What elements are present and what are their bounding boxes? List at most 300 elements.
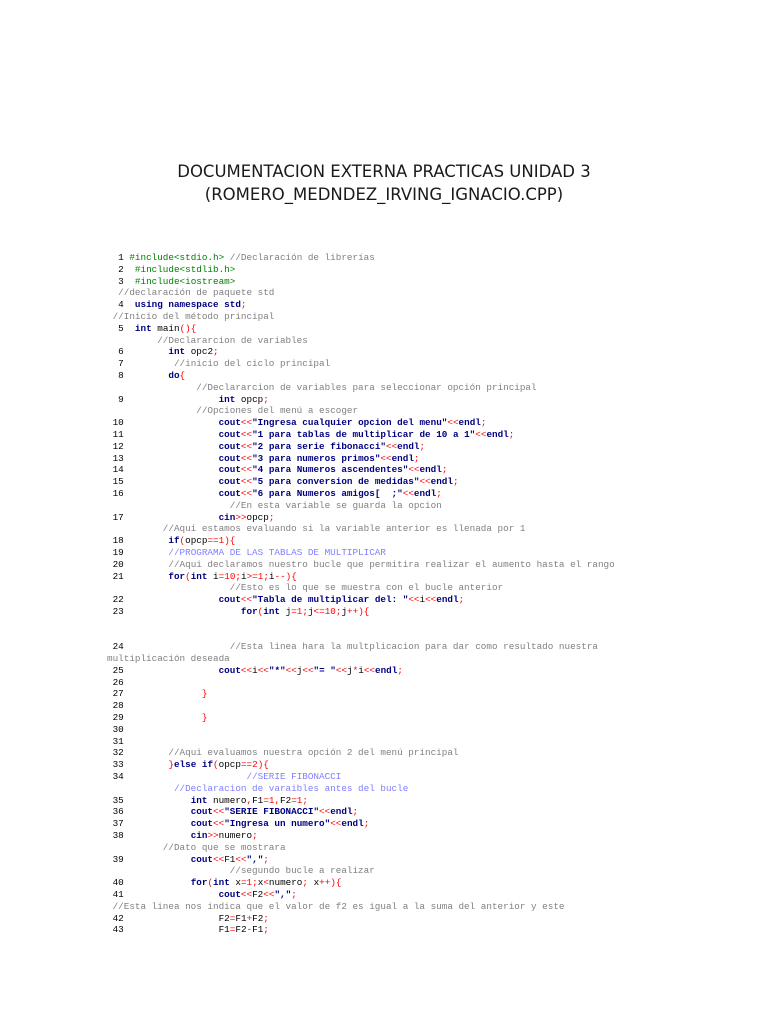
code-line <box>107 913 757 925</box>
code-token: //Declaración de librerías <box>224 252 375 263</box>
code-token: << <box>240 440 253 452</box>
code-token: ( <box>179 535 186 547</box>
code-token: << <box>386 440 398 452</box>
code-token: 35 <box>107 794 191 806</box>
code-line <box>107 559 757 571</box>
code-token: multiplicación deseada <box>107 653 230 665</box>
code-token: //Aqui declaramos nuestro bucle que permitira realizar el aumento hasta el rango <box>168 558 615 570</box>
code-token: F2 <box>235 924 247 936</box>
code-token: F2 <box>280 794 292 806</box>
code-token: 14 <box>107 464 219 476</box>
code-token: ; <box>480 417 487 429</box>
code-token: F1 <box>235 912 247 924</box>
code-line <box>107 582 757 594</box>
code-token: int <box>190 570 214 582</box>
code-token: cout <box>218 464 241 476</box>
code-token: ; <box>291 889 297 901</box>
code-token: <= <box>313 605 325 617</box>
code-token: endl <box>430 476 453 488</box>
code-token: 23 <box>107 605 241 617</box>
code-token: ; <box>441 464 448 476</box>
code-token: i <box>268 570 275 582</box>
code-token: cout <box>190 853 214 865</box>
code-token: cout <box>218 664 241 676</box>
code-token: cout <box>218 889 241 901</box>
code-token: cout <box>218 428 241 440</box>
code-token: 17 <box>107 511 219 523</box>
code-token: i <box>252 664 258 676</box>
code-token: << <box>475 428 487 440</box>
code-token: ++){ <box>347 605 370 617</box>
code-line <box>107 441 757 453</box>
code-token: int <box>134 322 158 334</box>
code-line <box>107 618 757 630</box>
code-token: numero <box>268 877 303 889</box>
code-token: 2){ <box>252 759 269 771</box>
code-token: 12 <box>107 440 219 452</box>
code-token: endl <box>397 440 420 452</box>
code-line <box>107 500 757 512</box>
code-token: //En esta variable se guarda la opcion <box>107 499 442 511</box>
code-token: //declaración de paquete std <box>107 287 275 299</box>
code-token: << <box>319 806 331 818</box>
code-token: >> <box>235 511 247 523</box>
code-token: 6 <box>107 346 169 358</box>
code-token: , <box>246 794 253 806</box>
code-token: 18 <box>107 535 169 547</box>
code-token: << <box>240 428 253 440</box>
code-token: 1, <box>268 794 281 806</box>
code-token: "*" <box>268 664 286 676</box>
code-token: 3 <box>107 275 135 287</box>
code-token: //Dato que se mostrara <box>107 841 286 853</box>
code-token: = <box>263 794 269 806</box>
code-token: //Opciones del menú a escoger <box>107 405 359 417</box>
code-line <box>107 806 757 818</box>
code-token: 40 <box>107 877 191 889</box>
code-token: 5 <box>107 322 135 334</box>
code-token: ( <box>257 605 264 617</box>
code-token: 34 <box>107 771 247 783</box>
code-token: 13 <box>107 452 219 464</box>
code-token: endl <box>436 594 459 606</box>
code-line <box>107 429 757 441</box>
code-token: = <box>291 605 297 617</box>
code-line <box>107 382 757 394</box>
code-line <box>107 370 757 382</box>
code-token: 4 <box>107 299 135 311</box>
code-line <box>107 276 757 288</box>
code-token: 9 <box>107 393 219 405</box>
code-token: cout <box>218 487 241 499</box>
code-token: << <box>380 452 392 464</box>
code-token: << <box>213 806 225 818</box>
code-token: >= <box>246 570 258 582</box>
code-line <box>107 736 757 748</box>
code-token: << <box>402 487 414 499</box>
code-token: for <box>240 605 258 617</box>
code-token: //SERIE FIBONACCI <box>246 771 342 783</box>
code-token: * <box>352 664 359 676</box>
code-token: "," <box>246 853 264 865</box>
code-token: 1){ <box>218 535 236 547</box>
code-token: #include<iostream> <box>134 275 236 287</box>
code-line <box>107 700 757 712</box>
code-token: ; <box>263 393 269 405</box>
code-token: 22 <box>107 594 219 606</box>
code-line <box>107 252 757 264</box>
code-token: == <box>240 759 253 771</box>
code-token: numero <box>218 830 253 842</box>
code-token: "6 para Numeros amigos[ ;" <box>252 487 403 499</box>
code-token: 10 <box>107 417 219 429</box>
code-token: ; <box>419 440 426 452</box>
code-token: F2 <box>252 912 264 924</box>
code-token: cin <box>218 511 236 523</box>
code-token: "Ingresa cualquier opcion del menu" <box>252 417 448 429</box>
code-token: << <box>335 664 348 676</box>
code-token: F2 <box>218 912 230 924</box>
code-token: (){ <box>179 322 197 334</box>
code-token: 36 <box>107 806 191 818</box>
code-token: opcp <box>246 511 269 523</box>
code-line <box>107 865 757 877</box>
code-token: j <box>347 664 353 676</box>
code-line <box>107 335 757 347</box>
code-token: F1 <box>252 924 264 936</box>
code-token: j <box>285 605 292 617</box>
code-line <box>107 641 757 653</box>
code-token: cout <box>190 818 214 830</box>
code-token: << <box>213 853 225 865</box>
code-token: << <box>408 594 420 606</box>
code-token: opcp <box>240 393 264 405</box>
code-token: "3 para numeros primos" <box>252 452 381 464</box>
code-line <box>107 323 757 335</box>
code-token: 19 <box>107 546 169 558</box>
code-token: ( <box>207 877 214 889</box>
code-token: opc2 <box>190 346 214 358</box>
code-token: opcp <box>218 759 241 771</box>
code-line <box>107 453 757 465</box>
code-token: 30 <box>107 723 124 735</box>
code-token: for <box>168 570 186 582</box>
code-token: //segundo bucle a realizar <box>107 865 375 877</box>
code-line <box>107 476 757 488</box>
code-token: cout <box>218 417 241 429</box>
code-token: << <box>240 487 253 499</box>
code-line <box>107 771 757 783</box>
code-token: using namespace <box>134 299 225 311</box>
code-token: "Ingresa un numero" <box>224 818 331 830</box>
code-token: //Esta linea hara la multplicacion para dar como resultado nuestra <box>229 641 598 653</box>
code-token: j <box>341 605 348 617</box>
code-token: ; <box>436 487 442 499</box>
code-token: int <box>213 877 236 889</box>
code-line <box>107 287 757 299</box>
code-token: numero <box>213 794 247 806</box>
code-token: "2 para serie fibonacci" <box>252 440 386 452</box>
code-token: ; <box>352 806 359 818</box>
code-token: ++){ <box>319 877 342 889</box>
code-token: cout <box>218 452 241 464</box>
code-token: ; <box>268 511 275 523</box>
code-token: 20 <box>107 558 169 570</box>
code-token: 24 <box>107 641 230 653</box>
code-token: 1 <box>107 252 130 263</box>
code-token: 10; <box>324 605 342 617</box>
code-token: "," <box>274 889 292 901</box>
code-token: 15 <box>107 476 219 488</box>
code-token: 27 <box>107 688 202 700</box>
code-token: } <box>168 759 174 771</box>
code-line <box>107 877 757 889</box>
code-token: //inicio del ciclo principal <box>168 358 331 370</box>
code-token: ; <box>397 664 403 676</box>
code-line <box>107 924 757 936</box>
code-line <box>107 747 757 759</box>
code-token: << <box>240 417 253 429</box>
code-token: ; <box>458 594 465 606</box>
code-line <box>107 724 757 736</box>
code-token: < <box>263 877 269 889</box>
code-token: << <box>240 889 253 901</box>
code-token: i <box>240 570 247 582</box>
code-token: == <box>207 535 219 547</box>
code-token: cin <box>190 830 208 842</box>
code-token: 38 <box>107 830 191 842</box>
code-token: ; <box>413 452 420 464</box>
code-token: << <box>240 464 253 476</box>
document-title-line-2: (ROMERO_MEDNDEZ_IRVING_IGNACIO.CPP) <box>204 185 564 204</box>
code-line <box>107 571 757 583</box>
code-token: 39 <box>107 853 191 865</box>
code-token: 2 <box>107 263 135 275</box>
code-token: F1 <box>218 924 230 936</box>
code-token: 41 <box>107 889 219 901</box>
code-token: 32 <box>107 747 169 759</box>
code-token: ; <box>263 853 269 865</box>
code-token: 25 <box>107 664 219 676</box>
code-token: cout <box>218 594 241 606</box>
code-token: ; <box>452 476 459 488</box>
code-line <box>107 712 757 724</box>
code-line <box>107 358 757 370</box>
code-token: --){ <box>274 570 297 582</box>
code-token: //Declaracion de varaibles antes del bucle <box>107 782 409 794</box>
code-token: = <box>291 794 297 806</box>
code-token: 33 <box>107 759 169 771</box>
code-token: "Tabla de multiplicar del: " <box>252 594 409 606</box>
code-token: //Declararcion de variables para seleccionar opción principal <box>107 381 537 393</box>
code-line <box>107 346 757 358</box>
code-token: //Inicio del método principal <box>107 310 275 322</box>
code-line <box>107 264 757 276</box>
code-token: #include<stdio.h> <box>129 252 225 263</box>
code-token: 42 <box>107 912 219 924</box>
code-token: 8 <box>107 369 169 381</box>
code-line <box>107 901 757 913</box>
code-token: 1; <box>296 605 308 617</box>
code-token: j <box>296 664 303 676</box>
code-token: - <box>246 924 253 936</box>
code-token: >> <box>207 830 219 842</box>
code-line <box>107 394 757 406</box>
code-token: else if <box>173 759 214 771</box>
code-token: //Declararcion de variables <box>107 334 308 346</box>
code-token: x <box>235 877 241 889</box>
code-line <box>107 606 757 618</box>
code-token: ; <box>508 428 515 440</box>
code-token: ; <box>213 346 219 358</box>
code-token: << <box>419 476 431 488</box>
code-token: ; <box>302 877 314 889</box>
code-token: j <box>307 605 314 617</box>
code-line <box>107 488 757 500</box>
code-token: std <box>224 299 241 311</box>
code-line <box>107 830 757 842</box>
code-line <box>107 818 757 830</box>
code-line <box>107 594 757 606</box>
code-token: 1; <box>257 570 269 582</box>
code-line <box>107 795 757 807</box>
code-token: endl <box>391 452 414 464</box>
code-line <box>107 842 757 854</box>
code-line <box>107 299 757 311</box>
code-token: do <box>168 369 180 381</box>
code-token: //PROGRAMA DE LAS TABLAS DE MULTIPLICAR <box>168 546 386 558</box>
code-token: ; <box>252 830 258 842</box>
code-line <box>107 523 757 535</box>
code-token: F1 <box>252 794 264 806</box>
code-token: F1 <box>224 853 236 865</box>
code-token: i <box>419 594 426 606</box>
code-token: main <box>157 322 180 334</box>
code-token: 1; <box>246 877 258 889</box>
code-token: = <box>240 877 247 889</box>
code-token: = <box>229 924 236 936</box>
code-token: ; <box>263 924 269 936</box>
code-line <box>107 677 757 689</box>
code-token: "SERIE FIBONACCI" <box>224 806 320 818</box>
code-token: //Aqui estamos evaluando si la variable anterior es llenada por 1 <box>107 523 526 535</box>
code-token: "5 para conversion de medidas" <box>252 476 420 488</box>
code-token: 11 <box>107 428 219 440</box>
code-token: ; <box>263 912 269 924</box>
code-line <box>107 464 757 476</box>
code-token: 29 <box>107 712 202 724</box>
code-listing <box>107 252 757 936</box>
code-line <box>107 512 757 524</box>
code-line <box>107 547 757 559</box>
code-line <box>107 854 757 866</box>
code-token: << <box>240 664 253 676</box>
code-token: << <box>408 464 420 476</box>
code-token: //Aqui evaluamos nuestra opción 2 del menú principal <box>168 747 459 759</box>
code-token: << <box>240 452 253 464</box>
code-token: i <box>358 664 364 676</box>
code-token: endl <box>413 487 437 499</box>
code-token: //Esto es lo que se muestra con el bucle anterior <box>107 582 504 594</box>
code-token: opcp <box>185 535 208 547</box>
code-token: = <box>218 570 225 582</box>
code-token: int <box>263 605 286 617</box>
code-token: << <box>285 664 297 676</box>
code-token: ( <box>185 570 191 582</box>
code-token: 10; <box>224 570 241 582</box>
code-token: 21 <box>107 570 169 582</box>
code-line <box>107 759 757 771</box>
code-token: "4 para Numeros ascendentes" <box>252 464 409 476</box>
code-token: ; <box>240 299 247 311</box>
code-token: = <box>229 912 236 924</box>
code-token: for <box>190 877 208 889</box>
code-line <box>107 889 757 901</box>
code-line <box>107 688 757 700</box>
code-token: i <box>213 570 219 582</box>
code-line <box>107 417 757 429</box>
code-token: endl <box>375 664 398 676</box>
code-token: x <box>257 877 264 889</box>
code-token: << <box>363 664 375 676</box>
code-token: cout <box>218 440 241 452</box>
code-token: 7 <box>107 358 169 370</box>
document-title-line-1: DOCUMENTACION EXTERNA PRACTICAS UNIDAD 3 <box>177 162 591 181</box>
code-token: x <box>313 877 320 889</box>
code-token: int <box>218 393 241 405</box>
code-token: 37 <box>107 818 191 830</box>
code-token: "= " <box>313 664 336 676</box>
code-token: int <box>190 794 214 806</box>
code-token: cout <box>190 806 214 818</box>
code-token: 1; <box>296 794 308 806</box>
code-token: cout <box>218 476 241 488</box>
code-token: + <box>246 912 253 924</box>
code-token: int <box>168 346 191 358</box>
code-token: << <box>447 417 459 429</box>
code-token: //Esta linea nos indica que el valor de f2 es igual a la suma del anterior y este <box>107 900 565 912</box>
code-line <box>107 783 757 795</box>
code-token: << <box>330 818 342 830</box>
code-token: << <box>263 889 275 901</box>
code-token: << <box>235 853 247 865</box>
code-line <box>107 630 757 642</box>
code-line <box>107 665 757 677</box>
code-token: "1 para tablas de multiplicar de 10 a 1" <box>252 428 476 440</box>
code-token: << <box>240 476 253 488</box>
code-token: endl <box>341 818 364 830</box>
code-token: endl <box>486 428 509 440</box>
code-line <box>107 653 757 665</box>
code-token: endl <box>419 464 442 476</box>
code-token: << <box>425 594 437 606</box>
code-token: if <box>168 535 180 547</box>
code-token: #include<stdlib.h> <box>134 263 236 275</box>
code-line <box>107 311 757 323</box>
code-token: } <box>201 712 208 724</box>
code-line <box>107 405 757 417</box>
code-token: << <box>240 594 253 606</box>
code-token: << <box>302 664 314 676</box>
code-token: 26 <box>107 676 124 688</box>
code-token: << <box>257 664 269 676</box>
code-token: { <box>179 369 186 381</box>
code-token: } <box>201 688 208 700</box>
code-token: 31 <box>107 735 124 747</box>
code-token: ( <box>213 759 219 771</box>
code-token: endl <box>458 417 481 429</box>
code-token: endl <box>330 806 353 818</box>
